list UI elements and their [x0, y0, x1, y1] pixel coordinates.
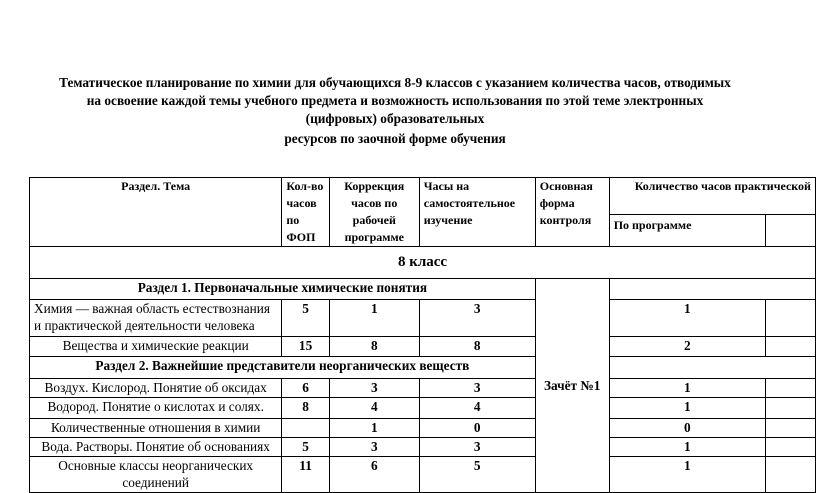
fop-hours-cell: 5	[282, 300, 329, 337]
header-practical: Количество часов практической	[609, 178, 815, 215]
header-self-study: Часы на самостоятельное изучение	[419, 178, 535, 247]
practical-cell: 1	[609, 438, 765, 457]
control-form: Зачёт №1	[535, 279, 609, 493]
extra-cell	[766, 438, 816, 457]
extra-cell	[766, 379, 816, 398]
topic-cell: Основные классы неорганических соединений	[30, 457, 282, 493]
correction-cell: 1	[329, 300, 419, 337]
correction-cell: 3	[329, 379, 419, 398]
topic-cell: Воздух. Кислород. Понятие об оксидах	[30, 379, 282, 398]
extra-cell	[766, 300, 816, 337]
table-row	[30, 457, 816, 493]
extra-cell	[766, 398, 816, 419]
planning-table	[29, 177, 816, 493]
table-row	[30, 419, 816, 438]
topic-cell: Химия — важная область естествознания и практической деятельности человека	[30, 300, 282, 337]
section-empty-cell	[609, 279, 815, 300]
table-row	[30, 300, 816, 337]
topic-cell: Водород. Понятие о кислотах и солях.	[30, 398, 282, 419]
header-hours-fop: Кол-во часов по ФОП	[282, 178, 329, 247]
self-study-cell: 5	[419, 457, 535, 493]
table-row	[30, 379, 816, 398]
fop-hours-cell: 8	[282, 398, 329, 419]
section-empty-cell	[609, 357, 815, 379]
header-empty-cell	[766, 215, 816, 247]
correction-cell: 3	[329, 438, 419, 457]
topic-cell: Количественные отношения в химии	[30, 419, 282, 438]
practical-cell: 1	[609, 379, 765, 398]
extra-cell	[766, 457, 816, 493]
title-line-4: ресурсов по заочной форме обучения	[284, 131, 506, 146]
topic-cell: Вещества и химические реакции	[30, 337, 282, 357]
section-title: Раздел 2. Важнейшие представители неорганических веществ	[30, 357, 536, 379]
correction-cell: 6	[329, 457, 419, 493]
practical-cell: 1	[609, 300, 765, 337]
correction-cell: 1	[329, 419, 419, 438]
practical-cell: 1	[609, 398, 765, 419]
practical-cell: 2	[609, 337, 765, 357]
title-line-1: Тематическое планирование по химии для обучающихся 8-9 классов с указанием количества часов, отводимых	[59, 75, 731, 90]
fop-hours-cell	[282, 419, 329, 438]
practical-cell: 0	[609, 419, 765, 438]
self-study-cell: 8	[419, 337, 535, 357]
self-study-cell: 3	[419, 300, 535, 337]
table-row	[30, 438, 816, 457]
grade-row: 8 класс	[30, 247, 816, 279]
section-title: Раздел 1. Первоначальные химические понятия	[30, 279, 536, 300]
extra-cell	[766, 337, 816, 357]
practical-cell: 1	[609, 457, 765, 493]
title-line-3: (цифровых) образовательных	[305, 111, 485, 126]
fop-hours-cell: 11	[282, 457, 329, 493]
fop-hours-cell: 5	[282, 438, 329, 457]
fop-hours-cell: 15	[282, 337, 329, 357]
correction-cell: 8	[329, 337, 419, 357]
header-correction: Коррекция часов по рабочей программе	[329, 178, 419, 247]
fop-hours-cell: 6	[282, 379, 329, 398]
header-by-program: По программе	[609, 215, 765, 247]
header-topic: Раздел. Тема	[30, 178, 282, 247]
self-study-cell: 4	[419, 398, 535, 419]
table-row	[30, 337, 816, 357]
topic-cell: Вода. Растворы. Понятие об основаниях	[30, 438, 282, 457]
header-control: Основная форма контроля	[535, 178, 609, 247]
extra-cell	[766, 419, 816, 438]
title-line-2: на освоение каждой темы учебного предмета и возможность использования по этой теме электронных	[86, 93, 704, 108]
self-study-cell: 3	[419, 379, 535, 398]
table-row	[30, 398, 816, 419]
self-study-cell: 0	[419, 419, 535, 438]
correction-cell: 4	[329, 398, 419, 419]
self-study-cell: 3	[419, 438, 535, 457]
